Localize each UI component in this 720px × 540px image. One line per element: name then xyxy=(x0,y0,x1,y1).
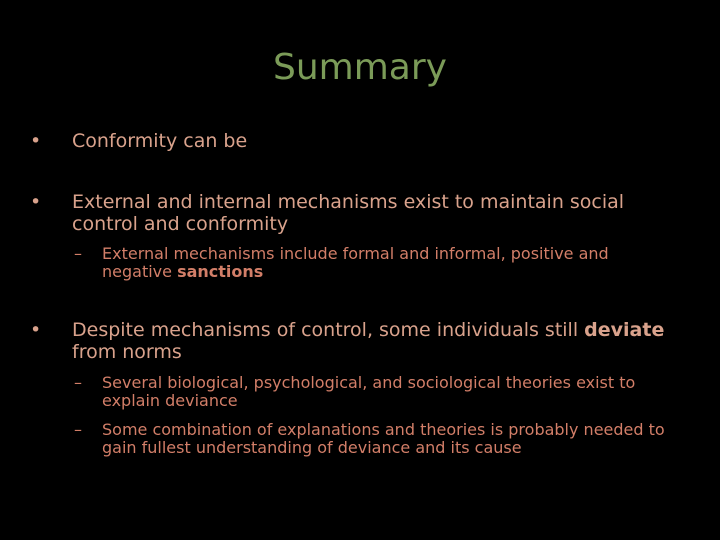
dash-marker: – xyxy=(74,420,82,439)
sub-bullet-item xyxy=(74,420,682,457)
dash-marker: – xyxy=(74,244,82,263)
sub-bullet-item xyxy=(74,373,682,410)
bullet-marker: • xyxy=(30,130,42,152)
dash-marker: – xyxy=(74,373,82,392)
bullet-item xyxy=(30,191,682,235)
bullet-text-after: from norms xyxy=(72,341,182,363)
sub-bullet-text: Some combination of explanations and theories is probably needed to gain fullest understanding of deviance and its cause xyxy=(102,420,665,457)
bullet-text: Conformity can be xyxy=(72,130,248,152)
bullet-text: Despite mechanisms of control, some individuals still xyxy=(72,319,585,341)
sub-bullet-item xyxy=(74,244,682,281)
bullet-item xyxy=(30,319,682,363)
sub-bullet-emphasis: sanctions xyxy=(177,262,264,281)
slide-title: Summary xyxy=(273,47,447,88)
bullet-marker: • xyxy=(30,319,42,341)
sub-bullet-text: External mechanisms include formal and informal, positive and negative xyxy=(102,244,609,281)
bullet-text: External and internal mechanisms exist to maintain social control and conformity xyxy=(72,191,625,235)
sub-bullet-text: Several biological, psychological, and sociological theories exist to explain deviance xyxy=(102,373,636,410)
bullet-item xyxy=(30,130,682,152)
bullet-emphasis: deviate xyxy=(584,319,665,341)
bullet-marker: • xyxy=(30,191,42,213)
